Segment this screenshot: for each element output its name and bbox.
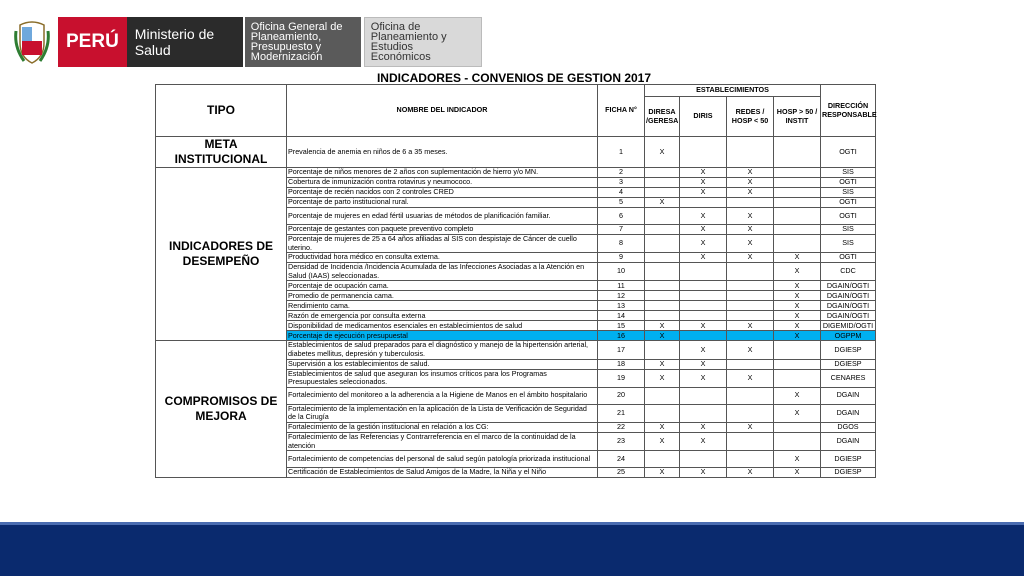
- direccion-cell: SIS: [821, 225, 876, 235]
- direccion-cell: DIGEMID/OGTI: [821, 321, 876, 331]
- oficina-planeamiento-label: Oficina de Planeamiento y Estudios Económicos: [364, 17, 482, 67]
- ficha-cell: 16: [598, 331, 645, 341]
- hosp-cell: [774, 369, 821, 387]
- nombre-cell: Razón de emergencia por consulta externa: [287, 311, 598, 321]
- direccion-cell: DGAIN/OGTI: [821, 301, 876, 311]
- indicators-body: [156, 137, 876, 478]
- ficha-cell: 23: [598, 432, 645, 450]
- diris-cell: [680, 198, 727, 208]
- diresa-cell: X: [645, 468, 680, 478]
- redes-cell: [727, 137, 774, 168]
- ficha-cell: 4: [598, 188, 645, 198]
- ficha-cell: 20: [598, 387, 645, 404]
- hosp-cell: X: [774, 281, 821, 291]
- redes-cell: X: [727, 468, 774, 478]
- diresa-cell: [645, 404, 680, 422]
- coat-of-arms-icon: [14, 17, 50, 67]
- diris-cell: X: [680, 253, 727, 263]
- diris-cell: X: [680, 341, 727, 359]
- peru-logo: PERÚ: [58, 17, 127, 67]
- footer-bar: [0, 522, 1024, 576]
- ficha-cell: 1: [598, 137, 645, 168]
- nombre-cell: Supervisión a los establecimientos de salud.: [287, 359, 598, 369]
- tipo-cell: COMPROMISOS DE MEJORA: [156, 341, 287, 478]
- footer-divider: [0, 522, 1024, 525]
- redes-cell: X: [727, 235, 774, 253]
- nombre-cell: Fortalecimiento de la implementación en la aplicación de la Lista de Verificación de Seguridad de la Cirugía: [287, 404, 598, 422]
- tipo-cell: META INSTITUCIONAL: [156, 137, 287, 168]
- hosp-cell: [774, 178, 821, 188]
- diresa-cell: X: [645, 422, 680, 432]
- redes-cell: [727, 359, 774, 369]
- redes-cell: X: [727, 321, 774, 331]
- header-hosp: HOSP > 50 / INSTIT: [774, 97, 821, 137]
- hosp-cell: [774, 168, 821, 178]
- ficha-cell: 5: [598, 198, 645, 208]
- header-banner: [14, 17, 482, 67]
- hosp-cell: [774, 225, 821, 235]
- hosp-cell: X: [774, 451, 821, 468]
- direccion-cell: OGTI: [821, 178, 876, 188]
- diris-cell: [680, 331, 727, 341]
- diris-cell: [680, 291, 727, 301]
- hosp-cell: X: [774, 468, 821, 478]
- ficha-cell: 9: [598, 253, 645, 263]
- diris-cell: X: [680, 432, 727, 450]
- ficha-cell: 10: [598, 263, 645, 281]
- ficha-cell: 22: [598, 422, 645, 432]
- ficha-cell: 25: [598, 468, 645, 478]
- redes-cell: X: [727, 422, 774, 432]
- diris-cell: X: [680, 321, 727, 331]
- hosp-cell: X: [774, 404, 821, 422]
- direccion-cell: DGOS: [821, 422, 876, 432]
- redes-cell: [727, 331, 774, 341]
- diresa-cell: [645, 235, 680, 253]
- header-redes: REDES / HOSP < 50: [727, 97, 774, 137]
- direccion-cell: DGAIN/OGTI: [821, 291, 876, 301]
- direccion-cell: DGAIN/OGTI: [821, 281, 876, 291]
- diresa-cell: [645, 188, 680, 198]
- direccion-cell: OGTI: [821, 137, 876, 168]
- nombre-cell: Establecimientos de salud que aseguran los insumos críticos para los Programas Presupuestales seleccionados.: [287, 369, 598, 387]
- header-diresa: DIRESA /GERESA: [645, 97, 680, 137]
- nombre-cell: Fortalecimiento del monitoreo a la adherencia a la Higiene de Manos en el ámbito hospitalario: [287, 387, 598, 404]
- hosp-cell: [774, 422, 821, 432]
- hosp-cell: [774, 188, 821, 198]
- nombre-cell: Porcentaje de ocupación cama.: [287, 281, 598, 291]
- diresa-cell: X: [645, 369, 680, 387]
- diresa-cell: [645, 263, 680, 281]
- redes-cell: [727, 432, 774, 450]
- nombre-cell: Fortalecimiento de competencias del personal de salud según patología priorizada institucional: [287, 451, 598, 468]
- direccion-cell: DGIESP: [821, 468, 876, 478]
- diresa-cell: [645, 225, 680, 235]
- ficha-cell: 8: [598, 235, 645, 253]
- redes-cell: X: [727, 168, 774, 178]
- diris-cell: X: [680, 168, 727, 178]
- nombre-cell: Fortalecimiento de las Referencias y Contrarreferencia en el marco de la continuidad de la atención: [287, 432, 598, 450]
- hosp-cell: X: [774, 263, 821, 281]
- nombre-cell: Porcentaje de mujeres en edad fértil usuarias de métodos de planificación familiar.: [287, 208, 598, 225]
- ficha-cell: 6: [598, 208, 645, 225]
- nombre-cell: Rendimiento cama.: [287, 301, 598, 311]
- direccion-cell: OGTI: [821, 208, 876, 225]
- ficha-cell: 19: [598, 369, 645, 387]
- diresa-cell: [645, 253, 680, 263]
- hosp-cell: X: [774, 291, 821, 301]
- ficha-cell: 12: [598, 291, 645, 301]
- hosp-cell: [774, 235, 821, 253]
- redes-cell: X: [727, 341, 774, 359]
- diris-cell: [680, 404, 727, 422]
- diris-cell: X: [680, 235, 727, 253]
- ficha-cell: 11: [598, 281, 645, 291]
- direccion-cell: OGTI: [821, 253, 876, 263]
- nombre-cell: Porcentaje de parto institucional rural.: [287, 198, 598, 208]
- ficha-cell: 24: [598, 451, 645, 468]
- hosp-cell: X: [774, 301, 821, 311]
- redes-cell: [727, 311, 774, 321]
- table-row: [156, 137, 876, 168]
- header-ficha: FICHA N°: [598, 85, 645, 137]
- diris-cell: [680, 311, 727, 321]
- diresa-cell: X: [645, 137, 680, 168]
- direccion-cell: CDC: [821, 263, 876, 281]
- redes-cell: X: [727, 253, 774, 263]
- direccion-cell: SIS: [821, 188, 876, 198]
- redes-cell: [727, 404, 774, 422]
- nombre-cell: Porcentaje de gestantes con paquete preventivo completo: [287, 225, 598, 235]
- nombre-cell: Productividad hora médico en consulta externa.: [287, 253, 598, 263]
- header-establecimientos: ESTABLECIMIENTOS: [645, 85, 821, 97]
- ficha-cell: 17: [598, 341, 645, 359]
- redes-cell: X: [727, 225, 774, 235]
- nombre-cell: Promedio de permanencia cama.: [287, 291, 598, 301]
- diresa-cell: [645, 387, 680, 404]
- diris-cell: [680, 281, 727, 291]
- direccion-cell: DGAIN: [821, 432, 876, 450]
- hosp-cell: X: [774, 331, 821, 341]
- nombre-cell: Disponibilidad de medicamentos esenciales en establecimientos de salud: [287, 321, 598, 331]
- nombre-cell: Fortalecimiento de la gestión institucional en relación a los CG:: [287, 422, 598, 432]
- hosp-cell: X: [774, 253, 821, 263]
- direccion-cell: SIS: [821, 235, 876, 253]
- redes-cell: [727, 387, 774, 404]
- redes-cell: [727, 291, 774, 301]
- redes-cell: [727, 263, 774, 281]
- table-title: INDICADORES - CONVENIOS DE GESTION 2017: [376, 71, 652, 85]
- diris-cell: [680, 301, 727, 311]
- ficha-cell: 3: [598, 178, 645, 188]
- redes-cell: X: [727, 208, 774, 225]
- nombre-cell: Porcentaje de recién nacidos con 2 controles CRED: [287, 188, 598, 198]
- diris-cell: [680, 451, 727, 468]
- ficha-cell: 18: [598, 359, 645, 369]
- hosp-cell: X: [774, 321, 821, 331]
- header-nombre: NOMBRE DEL INDICADOR: [287, 85, 598, 137]
- diresa-cell: [645, 451, 680, 468]
- diris-cell: X: [680, 178, 727, 188]
- direccion-cell: DGAIN: [821, 387, 876, 404]
- diresa-cell: X: [645, 432, 680, 450]
- diresa-cell: [645, 168, 680, 178]
- redes-cell: X: [727, 178, 774, 188]
- ministerio-label: Ministerio de Salud: [127, 17, 243, 67]
- diris-cell: [680, 387, 727, 404]
- direccion-cell: SIS: [821, 168, 876, 178]
- tipo-cell: INDICADORES DE DESEMPEÑO: [156, 168, 287, 341]
- nombre-cell: Porcentaje de ejecución presupuestal: [287, 331, 598, 341]
- diris-cell: X: [680, 225, 727, 235]
- direccion-cell: DGIESP: [821, 359, 876, 369]
- nombre-cell: Certificación de Establecimientos de Salud Amigos de la Madre, la Niña y el Niño: [287, 468, 598, 478]
- hosp-cell: [774, 432, 821, 450]
- header-diris: DIRIS: [680, 97, 727, 137]
- diresa-cell: [645, 208, 680, 225]
- redes-cell: X: [727, 369, 774, 387]
- hosp-cell: [774, 341, 821, 359]
- diresa-cell: [645, 341, 680, 359]
- diresa-cell: X: [645, 359, 680, 369]
- direccion-cell: OGPPM: [821, 331, 876, 341]
- redes-cell: [727, 301, 774, 311]
- nombre-cell: Densidad de Incidencia /Incidencia Acumulada de las Infecciones Asociadas a la Atención en Salud (IAAS) seleccionadas.: [287, 263, 598, 281]
- hosp-cell: [774, 137, 821, 168]
- header-direccion: DIRECCIÓN RESPONSABLE: [821, 85, 876, 137]
- oficina-general-label: Oficina General de Planeamiento, Presupuesto y Modernización: [245, 17, 361, 67]
- nombre-cell: Establecimientos de salud preparados para el diagnóstico y manejo de la hipertensión arterial, diabetes mellitus, depresión y tuberculosis.: [287, 341, 598, 359]
- direccion-cell: DGIESP: [821, 451, 876, 468]
- hosp-cell: X: [774, 387, 821, 404]
- ficha-cell: 7: [598, 225, 645, 235]
- direccion-cell: DGAIN: [821, 404, 876, 422]
- diris-cell: X: [680, 468, 727, 478]
- redes-cell: X: [727, 188, 774, 198]
- table-row: [156, 168, 876, 178]
- diris-cell: X: [680, 369, 727, 387]
- diresa-cell: X: [645, 198, 680, 208]
- ficha-cell: 15: [598, 321, 645, 331]
- diresa-cell: X: [645, 321, 680, 331]
- nombre-cell: Cobertura de inmunización contra rotavirus y neumococo.: [287, 178, 598, 188]
- diris-cell: X: [680, 422, 727, 432]
- diresa-cell: [645, 311, 680, 321]
- redes-cell: [727, 198, 774, 208]
- direccion-cell: DGAIN/OGTI: [821, 311, 876, 321]
- diris-cell: X: [680, 208, 727, 225]
- hosp-cell: [774, 208, 821, 225]
- table-row: [156, 341, 876, 359]
- direccion-cell: OGTI: [821, 198, 876, 208]
- ficha-cell: 13: [598, 301, 645, 311]
- redes-cell: [727, 281, 774, 291]
- ficha-cell: 2: [598, 168, 645, 178]
- diris-cell: X: [680, 188, 727, 198]
- diris-cell: [680, 263, 727, 281]
- hosp-cell: [774, 359, 821, 369]
- diresa-cell: [645, 291, 680, 301]
- ficha-cell: 21: [598, 404, 645, 422]
- diresa-cell: [645, 281, 680, 291]
- header-tipo: TIPO: [156, 85, 287, 137]
- direccion-cell: DGIESP: [821, 341, 876, 359]
- diresa-cell: [645, 178, 680, 188]
- hosp-cell: [774, 198, 821, 208]
- nombre-cell: Porcentaje de mujeres de 25 a 64 años afiliadas al SIS con despistaje de Cáncer de cuello uterino.: [287, 235, 598, 253]
- ficha-cell: 14: [598, 311, 645, 321]
- direccion-cell: CENARES: [821, 369, 876, 387]
- nombre-cell: Prevalencia de anemia en niños de 6 a 35 meses.: [287, 137, 598, 168]
- redes-cell: [727, 451, 774, 468]
- diris-cell: X: [680, 359, 727, 369]
- diresa-cell: [645, 301, 680, 311]
- hosp-cell: X: [774, 311, 821, 321]
- diris-cell: [680, 137, 727, 168]
- diresa-cell: X: [645, 331, 680, 341]
- indicators-table: [155, 84, 876, 478]
- nombre-cell: Porcentaje de niños menores de 2 años con suplementación de hierro y/o MN.: [287, 168, 598, 178]
